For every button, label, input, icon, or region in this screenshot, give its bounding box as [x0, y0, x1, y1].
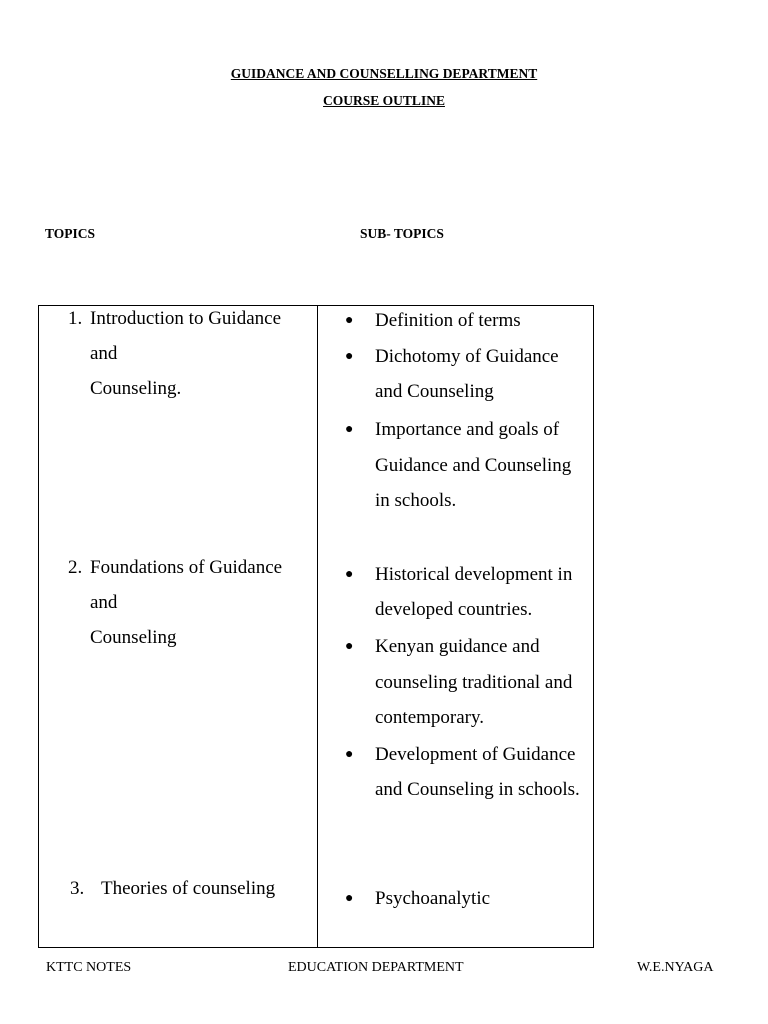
subtopic-line: Guidance and Counseling — [375, 455, 572, 476]
subtopic-line: Definition of terms — [375, 310, 521, 331]
topic-line: Counseling. — [90, 378, 182, 399]
subtopic-line: in schools. — [375, 490, 457, 511]
topic-line: and — [90, 343, 118, 364]
subtopic-line: counseling traditional and — [375, 672, 573, 693]
topic-line: Foundations of Guidance — [90, 557, 283, 578]
column-divider — [317, 306, 318, 947]
topic-line: Theories of counseling — [101, 878, 276, 899]
topics-column-header: TOPICS — [45, 226, 96, 241]
subtopic-line: Importance and goals of — [375, 419, 560, 440]
footer-center-text: EDUCATION DEPARTMENT — [288, 960, 464, 975]
subtopic-line: Dichotomy of Guidance — [375, 346, 559, 367]
subtopic-line: and Counseling — [375, 381, 494, 402]
topic-line: Counseling — [90, 627, 177, 648]
subtopic-line: Kenyan guidance and — [375, 636, 540, 657]
document-title: COURSE OUTLINE — [323, 93, 445, 108]
subtopic-line: and Counseling in schools. — [375, 779, 580, 800]
footer-right-text: W.E.NYAGA — [637, 960, 714, 975]
subtopic-line: developed countries. — [375, 599, 533, 620]
footer-left-text: KTTC NOTES — [46, 960, 132, 975]
subtopic-line: Development of Guidance — [375, 744, 576, 765]
bullet-icon: ● — [345, 891, 354, 906]
bullet-icon: ● — [345, 349, 354, 364]
subtopic-line: Psychoanalytic — [375, 888, 491, 909]
subtopics-column-header: SUB- TOPICS — [360, 226, 444, 241]
bullet-icon: ● — [345, 422, 354, 437]
topic-line: Introduction to Guidance — [90, 308, 282, 329]
topic-line: and — [90, 592, 118, 613]
document-heading: GUIDANCE AND COUNSELLING DEPARTMENT — [230, 66, 538, 81]
topic-number: 3. — [70, 878, 85, 899]
topic-number: 2. — [68, 557, 83, 578]
bullet-icon: ● — [345, 639, 354, 654]
bullet-icon: ● — [345, 313, 354, 328]
subtopic-line: Historical development in — [375, 564, 573, 585]
course-outline-table — [38, 305, 594, 948]
subtopic-line: contemporary. — [375, 707, 485, 728]
bullet-icon: ● — [345, 567, 354, 582]
bullet-icon: ● — [345, 747, 354, 762]
topic-number: 1. — [68, 308, 83, 329]
